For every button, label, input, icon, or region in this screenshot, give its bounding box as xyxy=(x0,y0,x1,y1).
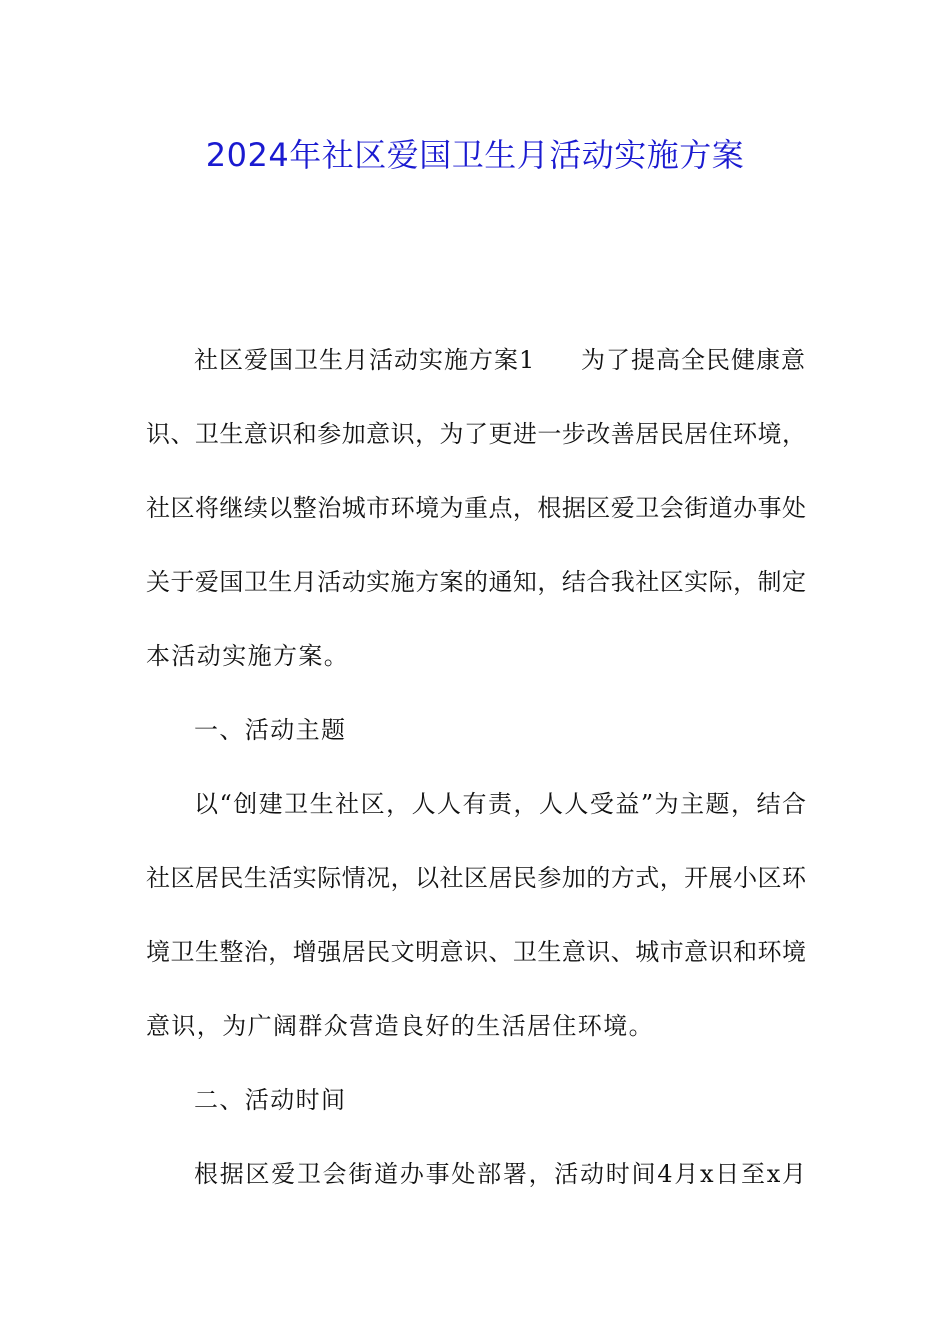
paragraph-text: 为了提高全民健康意 xyxy=(581,346,806,374)
plan-heading: 社区爱国卫生月活动实施方案1 xyxy=(194,346,536,374)
document-body xyxy=(146,335,806,1223)
paragraph-first-line xyxy=(146,335,806,409)
section-heading-time: 二、活动时间 xyxy=(194,1086,347,1114)
paragraph-line: 社区将继续以整治城市环境为重点，根据区爱卫会街道办事处 xyxy=(146,494,806,522)
paragraph-line: 境卫生整治，增强居民文明意识、卫生意识、城市意识和环境 xyxy=(146,938,806,966)
paragraph-line: 根据区爱卫会街道办事处部署，活动时间4月x日至x月 xyxy=(194,1160,806,1188)
paragraph-line: 识、卫生意识和参加意识，为了更进一步改善居民居住环境， xyxy=(146,420,806,448)
paragraph-line: 意识，为广阔群众营造良好的生活居住环境。 xyxy=(146,1012,654,1040)
paragraph-line: 以“创建卫生社区，人人有责，人人受益”为主题，结合 xyxy=(194,790,806,818)
paragraph-line: 社区居民生活实际情况，以社区居民参加的方式，开展小区环 xyxy=(146,864,806,892)
section-heading-theme: 一、活动主题 xyxy=(194,716,347,744)
paragraph-line: 本活动实施方案。 xyxy=(146,642,350,670)
paragraph-line: 关于爱国卫生月活动实施方案的通知，结合我社区实际，制定 xyxy=(146,568,806,596)
document-title: 2024年社区爱国卫生月活动实施方案 xyxy=(205,136,745,174)
